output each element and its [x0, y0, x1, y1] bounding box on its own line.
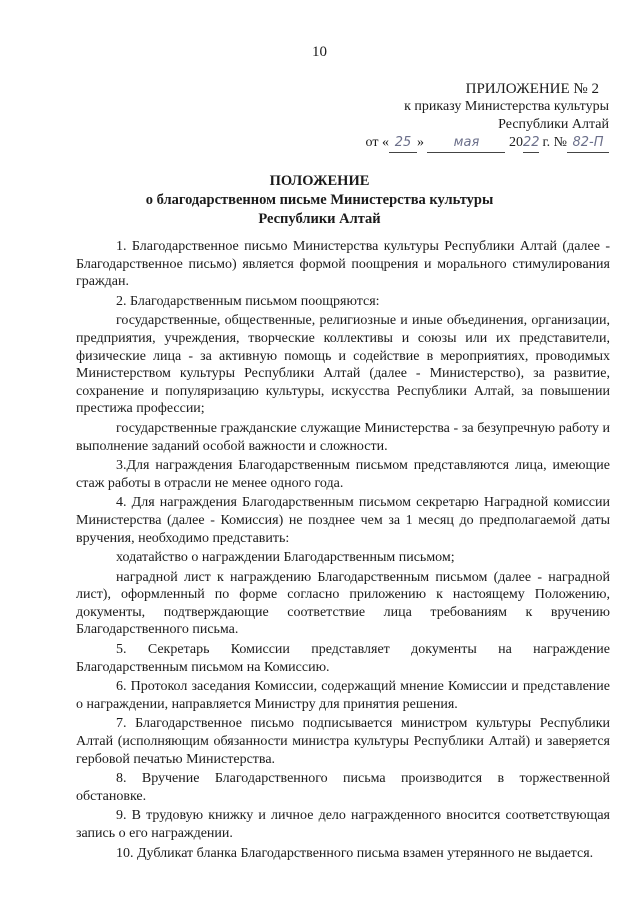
paragraph: наградной лист к награждению Благодарственным письмом (далее - наградной лист), оформленный по форме согласно приложению к настоящему Положению, документы, подтверждающие соответствие лица требованиям к вручению Благодарственного письма. — [76, 569, 610, 638]
date-year-prefix: 20 — [508, 135, 523, 150]
page-number: 10 — [312, 44, 327, 60]
appendix-block — [349, 80, 609, 153]
document-body — [76, 238, 610, 864]
paragraph: 8. Вручение Благодарственного письма производится в торжественной обстановке. — [76, 771, 610, 804]
paragraph: 1. Благодарственное письмо Министерства культуры Республики Алтай (далее - Благодарственное письмо) является формой поощрения и морального стимулирования граждан. — [76, 239, 610, 290]
appendix-line1: к приказу Министерства культуры — [404, 99, 609, 114]
appendix-title: ПРИЛОЖЕНИЕ № 2 — [465, 81, 599, 97]
heading-line2: о благодарственном письме Министерства культуры — [145, 192, 494, 208]
date-year-suffix: 22 — [523, 134, 539, 153]
paragraph: 2. Благодарственным письмом поощряются: — [116, 293, 380, 309]
date-day: 25 — [389, 134, 417, 153]
paragraph: 3.Для награждения Благодарственным письмом представляются лица, имеющие стаж работы в отрасли не менее одного года. — [76, 458, 610, 491]
appendix-line2: Республики Алтай — [498, 117, 609, 132]
paragraph: государственные, общественные, религиозные и иные объединения, организации, предприятия, учреждения, творческие коллективы и союзы или их представители, физические лица - за активную помощь и содействие в мероприятиях, проводимых Министерством культуры Республики Алтай (далее - Министерство), за развитие, сохранение и популяризацию культуры, искусства Республики Алтай, за повышении престижа профессии; — [76, 313, 610, 417]
paragraph: 4. Для награждения Благодарственным письмом секретарю Наградной комиссии Министерства (далее - Комиссия) не позднее чем за 1 месяц до предполагаемой даты вручения, необходимо представить: — [76, 495, 610, 546]
date-mid: » — [416, 135, 424, 150]
paragraph: 6. Протокол заседания Комиссии, содержащий мнение Комиссии и представление о награждении, направляется Министру для принятия решения. — [76, 679, 610, 712]
heading-line3: Республики Алтай — [258, 211, 381, 227]
paragraph: 7. Благодарственное письмо подписывается министром культуры Республики Алтай (исполняющим обязанности министра культуры Республики Алтай) и заверяется гербовой печатью Министерства. — [76, 716, 610, 767]
date-prefix: от « — [365, 135, 389, 150]
document-heading — [0, 172, 639, 229]
paragraph: 9. В трудовую книжку и личное дело награжденного вносится соответствующая запись о его награждении. — [76, 808, 610, 841]
paragraph: 10. Дубликат бланка Благодарственного письма взамен утерянного не выдается. — [116, 845, 594, 861]
date-month: мая — [427, 134, 505, 153]
paragraph: 5. Секретарь Комиссии представляет документы на награждение Благодарственным письмом на Комиссию. — [76, 642, 610, 675]
paragraph: ходатайство о награждении Благодарственным письмом; — [116, 550, 455, 566]
date-no: 82-П — [567, 134, 609, 153]
date-no-label: г. № — [542, 135, 567, 150]
paragraph: государственные гражданские служащие Министерства - за безупречную работу и выполнение заданий особой важности и сложности. — [76, 420, 610, 454]
appendix-date-line — [349, 134, 609, 153]
heading-line1: ПОЛОЖЕНИЕ — [269, 173, 370, 189]
